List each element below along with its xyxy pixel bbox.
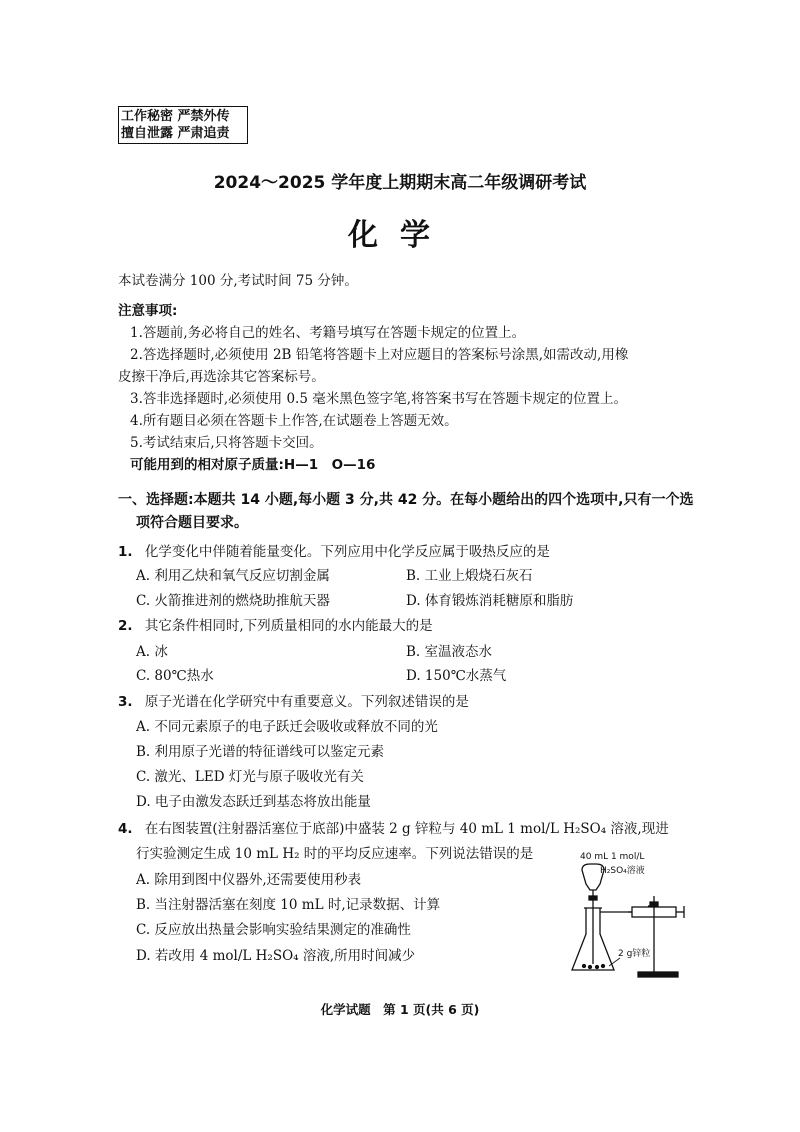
- page-footer: 化学试题 第 1 页(共 6 页): [320, 1002, 480, 1017]
- q2-option-a: A. 冰: [136, 644, 168, 660]
- acid-label-2: H₂SO₄溶液: [600, 866, 645, 876]
- stamp-line-2: 擅自泄露 严肃追责: [121, 126, 230, 141]
- q3-option-b: B. 利用原子光谱的特征谱线可以鉴定元素: [136, 744, 385, 760]
- question-stem: 在右图装置(注射器活塞位于底部)中盛装 2 g 锌粒与 40 mL 1 mol/L H₂SO₄ 溶液,现进: [144, 821, 669, 837]
- note-2-cont: 皮擦干净后,再选涂其它答案标号。: [118, 369, 325, 385]
- q4-option-d: D. 若改用 4 mol/L H₂SO₄ 溶液,所用时间减少: [136, 948, 416, 964]
- q4-option-a: A. 除用到图中仪器外,还需要使用秒表: [136, 872, 362, 888]
- note-5: 5.考试结束后,只将答题卡交回。: [130, 435, 323, 451]
- subject-title: 化学: [348, 218, 452, 253]
- reaction-apparatus-figure: [562, 846, 688, 980]
- q1-option-c: C. 火箭推进剂的燃烧助推航天器: [136, 593, 330, 609]
- question-2: [118, 614, 433, 634]
- q3-option-d: D. 电子由激发态跃迁到基态将放出能量: [136, 794, 371, 810]
- note-2: 2.答选择题时,必须使用 2B 铅笔将答题卡上对应题目的答案标号涂黑,如需改动,用橡: [130, 347, 629, 363]
- q1-option-b: B. 工业上煅烧石灰石: [406, 568, 533, 584]
- question-number: 4.: [118, 821, 133, 837]
- exam-title: 2024～2025 学年度上期期末高二年级调研考试: [213, 173, 587, 193]
- question-3: [118, 690, 469, 710]
- zinc-label: 2 g锌粒: [618, 949, 651, 959]
- q2-option-d: D. 150℃水蒸气: [406, 668, 507, 684]
- q1-option-a: A. 利用乙炔和氧气反应切割金属: [136, 568, 330, 584]
- stamp-line-1: 工作秘密 严禁外传: [121, 109, 230, 124]
- question-1: [118, 540, 550, 560]
- question-stem: 化学变化中伴随着能量变化。下列应用中化学反应属于吸热反应的是: [144, 544, 550, 560]
- section-1-heading: 一、选择题:本题共 14 小题,每小题 3 分,共 42 分。在每小题给出的四个选项中,只有一个选: [118, 492, 694, 508]
- question-stem: 其它条件相同时,下列质量相同的水内能最大的是: [144, 618, 433, 634]
- atomic-mass: 可能用到的相对原子质量:H—1 O—16: [130, 457, 376, 473]
- q3-option-c: C. 激光、LED 灯光与原子吸收光有关: [136, 769, 364, 785]
- question-number: 1.: [118, 544, 133, 560]
- question-4: [118, 817, 669, 837]
- q3-option-a: A. 不同元素原子的电子跃迁会吸收或释放不同的光: [136, 719, 438, 735]
- acid-label-1: 40 mL 1 mol/L: [580, 852, 645, 862]
- note-4: 4.所有题目必须在答题卡上作答,在试题卷上答题无效。: [130, 413, 458, 429]
- exam-info: 本试卷满分 100 分,考试时间 75 分钟。: [118, 273, 358, 289]
- note-3: 3.答非选择题时,必须使用 0.5 毫米黑色签字笔,将答案书写在答题卡规定的位置上。: [130, 391, 628, 407]
- question-4-cont: 行实验测定生成 10 mL H₂ 时的平均反应速率。下列说法错误的是: [136, 846, 534, 862]
- question-number: 3.: [118, 694, 133, 710]
- question-stem: 原子光谱在化学研究中有重要意义。下列叙述错误的是: [144, 694, 469, 710]
- section-1-heading-cont: 项符合题目要求。: [136, 515, 248, 531]
- notes-title: 注意事项:: [118, 303, 178, 319]
- q4-option-b: B. 当注射器活塞在刻度 10 mL 时,记录数据、计算: [136, 897, 441, 913]
- q2-option-c: C. 80℃热水: [136, 668, 214, 684]
- q1-option-d: D. 体育锻炼消耗糖原和脂肪: [406, 593, 574, 609]
- q4-option-c: C. 反应放出热量会影响实验结果测定的准确性: [136, 922, 411, 938]
- note-1: 1.答题前,务必将自己的姓名、考籍号填写在答题卡规定的位置上。: [130, 325, 526, 341]
- confidential-stamp: [118, 106, 248, 144]
- question-number: 2.: [118, 618, 133, 634]
- q2-option-b: B. 室温液态水: [406, 644, 493, 660]
